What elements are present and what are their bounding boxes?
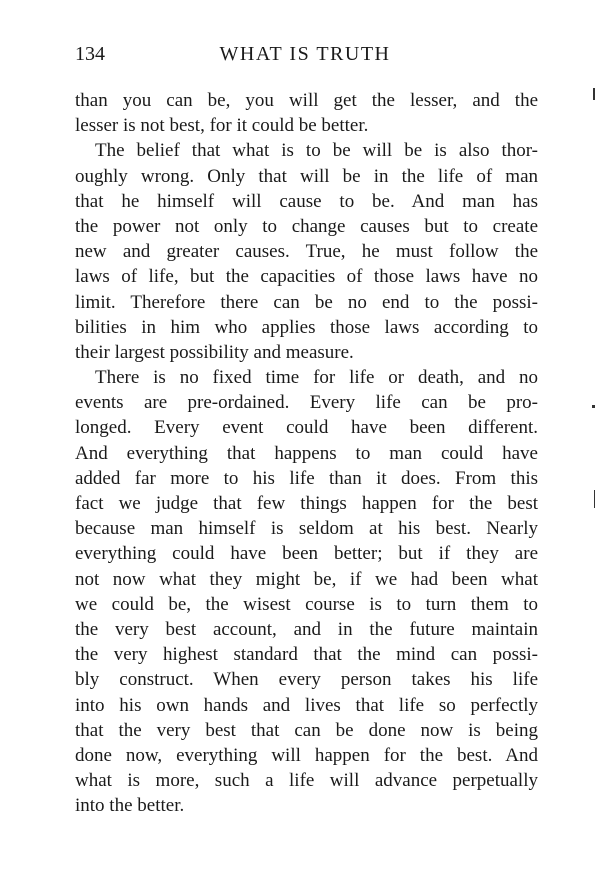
text-line: There is no fixed time for life or death, and no bbox=[95, 367, 538, 389]
text-line: into his own hands and lives that life so perfectly bbox=[75, 694, 538, 716]
text-line: because man himself is seldom at his best. Nearly bbox=[75, 518, 538, 540]
scan-artifact bbox=[594, 490, 595, 508]
text-line: into the better. bbox=[75, 795, 185, 817]
text-line: done now, everything will happen for the best. And bbox=[75, 744, 538, 766]
scan-artifact bbox=[592, 405, 595, 408]
text-line: And everything that happens to man could have bbox=[75, 442, 538, 464]
text-line: bilities in him who applies those laws according to bbox=[75, 316, 538, 338]
text-line: limit. Therefore there can be no end to the possi- bbox=[75, 291, 538, 313]
text-line: bly construct. When every person takes his life bbox=[75, 669, 538, 691]
text-line: laws of life, but the capacities of those laws have no bbox=[75, 266, 538, 288]
text-line: their largest possibility and measure. bbox=[75, 341, 354, 363]
text-line: fact we judge that few things happen for the best bbox=[75, 493, 538, 514]
text-line: the power not only to change causes but to create bbox=[75, 215, 538, 237]
text-line: oughly wrong. Only that will be in the life of man bbox=[75, 165, 538, 187]
text-line: not now what they might be, if we had been what bbox=[75, 568, 538, 590]
text-line: lesser is not best, for it could be better. bbox=[75, 115, 369, 137]
text-line: added far more to his life than it does. From this bbox=[75, 467, 538, 489]
text-line: the very highest standard that the mind can possi- bbox=[75, 644, 538, 666]
text-line: than you can be, you will get the lesser, and the bbox=[75, 90, 538, 111]
text-line: what is more, such a life will advance perpetually bbox=[75, 770, 538, 792]
text-line: longed. Every event could have been different. bbox=[75, 417, 538, 439]
scan-artifact bbox=[593, 88, 595, 100]
body-text bbox=[75, 88, 538, 818]
text-line: the very best account, and in the future maintain bbox=[75, 618, 538, 640]
running-title: WHAT IS TRUTH bbox=[219, 43, 391, 65]
text-line: events are pre-ordained. Every life can be pro- bbox=[75, 392, 538, 414]
text-line: new and greater causes. True, he must follow the bbox=[75, 241, 538, 263]
text-line: that he himself will cause to be. And man has bbox=[75, 190, 538, 212]
text-line: that the very best that can be done now is being bbox=[75, 719, 538, 741]
page-number: 134 bbox=[75, 43, 105, 65]
text-line: everything could have been better; but if they are bbox=[75, 543, 538, 565]
text-line: The belief that what is to be will be is also thor- bbox=[95, 140, 538, 162]
text-line: we could be, the wisest course is to turn them to bbox=[75, 593, 538, 615]
